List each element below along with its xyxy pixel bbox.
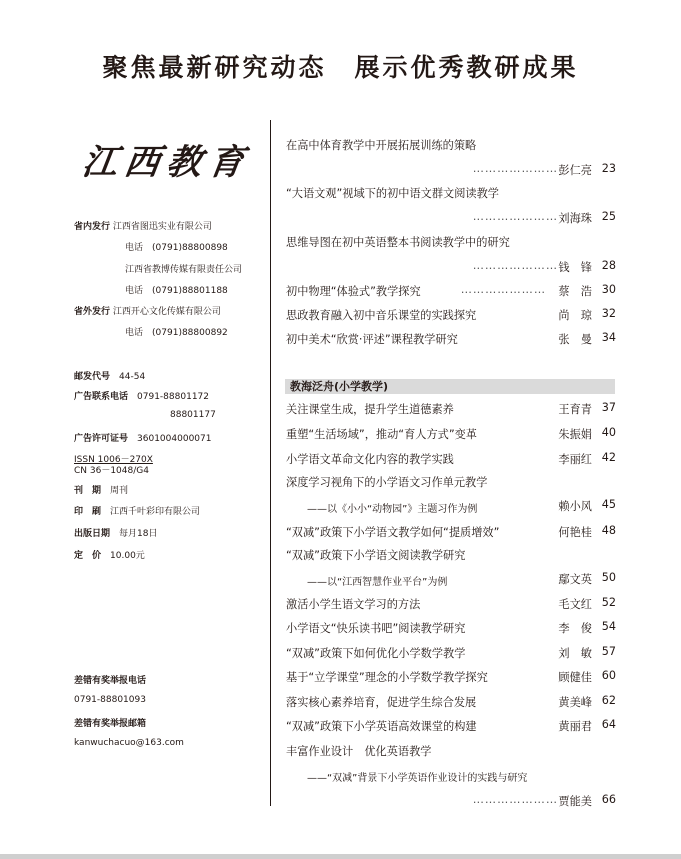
- phone-label: 电话: [125, 286, 144, 296]
- toc-entry[interactable]: “双减”政策下小学语文教学如何“提质增效” 何艳桂 48: [286, 524, 616, 539]
- ad-license: 3601004000071: [137, 434, 212, 444]
- phone-label: 电话: [125, 243, 144, 253]
- toc-entry[interactable]: “双减”政策下如何优化小学数学教学 刘 敏 57: [286, 645, 616, 660]
- toc-entry[interactable]: 小学语文革命文化内容的教学实践 李丽红 42: [286, 451, 616, 466]
- price: 10.00元: [110, 551, 145, 561]
- phone-label: 电话: [125, 328, 144, 338]
- cn-number: CN 36－1048/G4: [74, 466, 149, 476]
- toc-entry[interactable]: “大语文观”视域下的初中语文群文阅读教学: [286, 187, 499, 200]
- toc-entry[interactable]: ………………… 钱 锋 28: [472, 259, 616, 274]
- ad-license-label: 广告许可证号: [74, 434, 129, 444]
- domestic-2: 江西省教博传媒有限责任公司: [125, 265, 243, 275]
- toc-entry[interactable]: 初中美术“欣赏·评述”课程教学研究 张 曼 34: [286, 331, 616, 346]
- printer: 江西千叶彩印有限公司: [110, 507, 201, 517]
- toc-entry[interactable]: 小学语文“快乐读书吧”阅读教学研究 李 俊 54: [286, 620, 616, 635]
- toc-entry[interactable]: 思政教育融入初中音乐课堂的实践探究 尚 琼 32: [286, 307, 616, 322]
- toc-entry[interactable]: ………………… 贾能美 66: [472, 793, 616, 808]
- toc-entry[interactable]: 关注课堂生成，提升学生道德素养 王育青 37: [286, 401, 616, 416]
- toc-entry[interactable]: “双减”政策下小学英语高效课堂的构建 黄丽君 64: [286, 718, 616, 733]
- toc-entry[interactable]: 落实核心素养培育，促进学生综合发展 黄美峰 62: [286, 694, 616, 709]
- pubdate: 每月18日: [119, 529, 158, 539]
- bottom-bar: [0, 854, 681, 859]
- masthead-logo: 江西教育: [79, 142, 254, 183]
- domestic-2-phone: (0791)88801188: [152, 286, 228, 296]
- outside-label: 省外发行: [74, 307, 111, 317]
- period-label: 刊 期: [74, 486, 102, 496]
- domestic-1: 江西省图迅实业有限公司: [112, 222, 212, 232]
- issn: ISSN 1006－270X: [74, 455, 153, 465]
- postal-label: 邮发代号: [74, 372, 111, 382]
- postal-code: 44-54: [119, 372, 146, 382]
- domestic-1-phone: (0791)88800898: [152, 243, 228, 253]
- toc-entry[interactable]: 丰富作业设计 优化英语教学: [286, 745, 432, 758]
- ad-phone-label: 广告联系电话: [74, 392, 129, 402]
- section-header: 教海泛舟(小学教学): [285, 379, 615, 394]
- outside-1-phone: (0791)88800892: [152, 328, 228, 338]
- toc-entry[interactable]: “双减”政策下小学语文阅读教学研究: [286, 549, 466, 562]
- domestic-label: 省内发行: [74, 222, 111, 232]
- toc-entry[interactable]: 深度学习视角下的小学语文习作单元教学: [286, 476, 488, 489]
- report-email-label: 差错有奖举报邮箱: [74, 719, 147, 729]
- toc-entry[interactable]: 初中物理“体验式”教学探究 ………………… 蔡 浩 30: [286, 283, 616, 298]
- period: 周刊: [110, 486, 129, 496]
- ad-phone-2: 88801177: [170, 410, 216, 420]
- toc-entry[interactable]: 基于“立学课堂”理念的小学数学教学探究 顾健佳 60: [286, 669, 616, 684]
- ad-phone-1: 0791-88801172: [137, 392, 209, 402]
- divider-line: [270, 120, 271, 806]
- slogan: 聚焦最新研究动态 展示优秀教研成果: [102, 53, 579, 82]
- report-email: kanwuchacuo@163.com: [74, 738, 184, 748]
- report-phone: 0791-88801093: [74, 695, 146, 705]
- toc-subtitle: ——以“江西智慧作业平台”为例: [307, 577, 448, 588]
- toc-entry[interactable]: 激活小学生语文学习的方法 毛文红 52: [286, 596, 616, 611]
- toc-subtitle: ——“双减”背景下小学英语作业设计的实践与研究: [307, 773, 528, 784]
- toc-entry[interactable]: 重塑“生活场域”，推动“育人方式”变革 朱振娟 40: [286, 426, 616, 441]
- toc-subtitle: ——以《小小“动物园”》主题习作为例: [307, 504, 478, 515]
- report-phone-label: 差错有奖举报电话: [74, 676, 147, 686]
- printer-label: 印 刷: [74, 507, 102, 517]
- toc-entry[interactable]: ………………… 彭仁亮 23: [472, 162, 616, 177]
- pubdate-label: 出版日期: [74, 529, 111, 539]
- outside-1: 江西开心文化传媒有限公司: [112, 307, 221, 317]
- toc-entry[interactable]: 在高中体育教学中开展拓展训练的策略: [286, 139, 477, 152]
- toc-entry[interactable]: 鄢文英 50: [558, 571, 616, 586]
- toc-entry[interactable]: ………………… 刘海珠 25: [472, 210, 616, 225]
- toc-entry[interactable]: 赖小风 45: [558, 498, 616, 513]
- price-label: 定 价: [74, 551, 102, 561]
- toc-entry[interactable]: 思维导图在初中英语整本书阅读教学中的研究: [286, 236, 510, 249]
